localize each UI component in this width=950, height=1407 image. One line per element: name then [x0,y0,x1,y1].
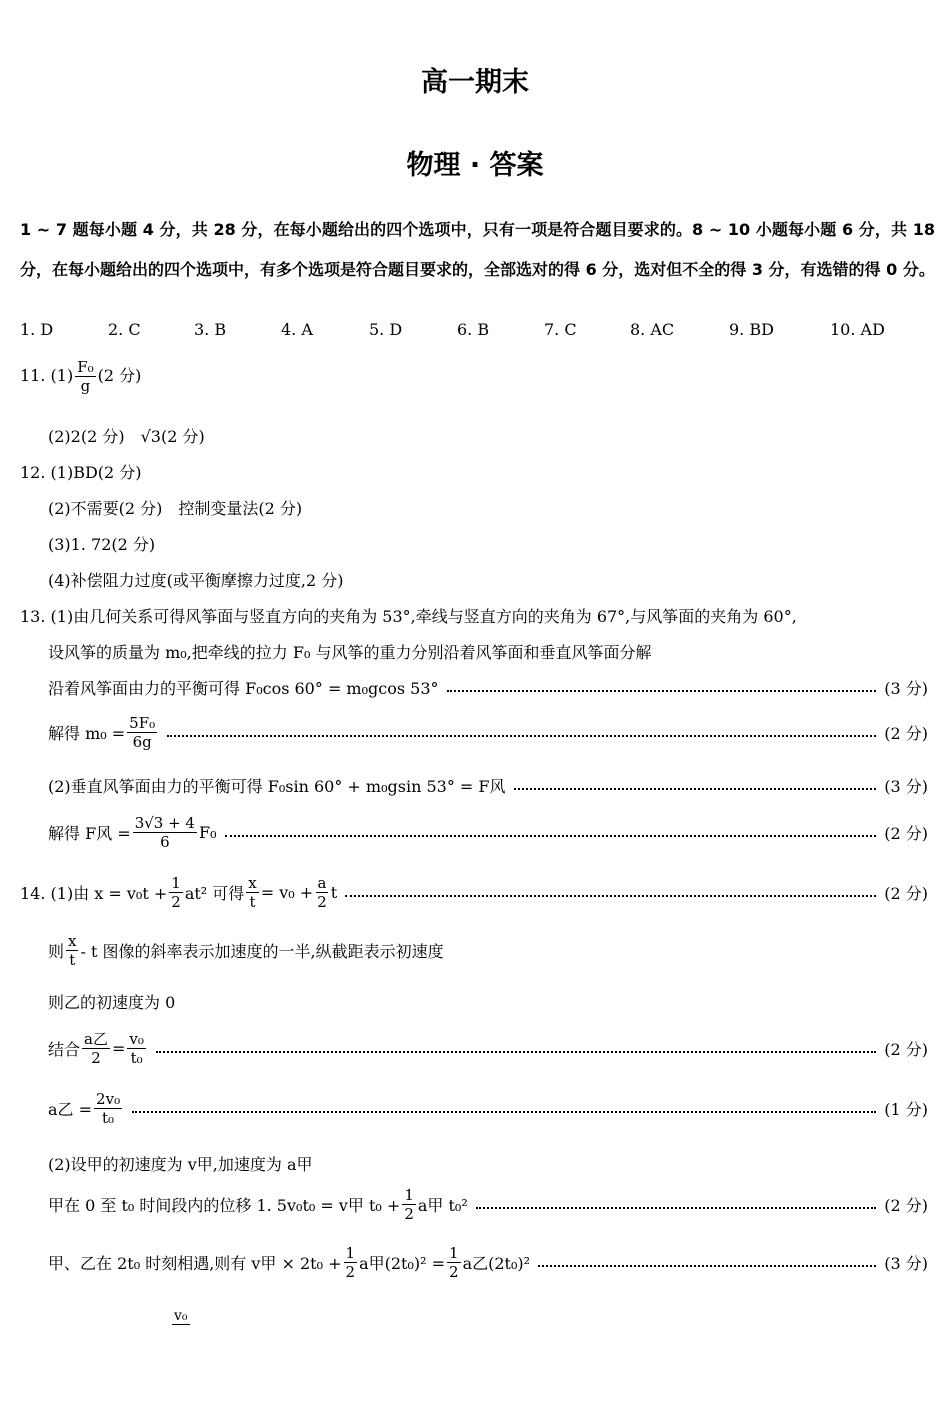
q11-part2: (2)2(2 分) √3(2 分) [48,427,205,446]
mc-answer: 6. B [457,320,490,339]
q14-line7: 甲在 0 至 t₀ 时间段内的位移 1. 5v₀t₀ = v甲 t₀ + $\frac{1}{2}$ a甲 t₀² (2 分) [48,1186,928,1223]
q12-part2: (2)不需要(2 分) 控制变量法(2 分) [48,499,303,518]
page-subtitle: 物理 · 答案 [406,150,544,181]
mc-answer: 10. AD [830,320,885,339]
q12-part1: 12. (1)BD(2 分) [20,463,142,482]
mc-answer: 1. D [20,320,54,339]
q13-line1: 13. (1)由几何关系可得风筝面与竖直方向的夹角为 53°,牵线与竖直方向的夹角为 67°,与风筝面的夹角为 60°, [20,607,797,626]
q14-line6: (2)设甲的初速度为 v甲,加速度为 a甲 [48,1155,313,1174]
q14-line5: a乙 = $\frac{\text{2v₀}}{\text{t₀}}$ (1 分) [48,1090,928,1127]
q14-line3: 则乙的初速度为 0 [48,993,176,1012]
q14-line1: 14. (1)由 x = v₀t + $\frac{1}{2}$ at² 可得 $\frac{x}{t}$ = v₀ + $\frac{a}{2}$ t (2 分) [20,874,928,911]
q13-line2: 设风筝的质量为 m₀,把牵线的拉力 F₀ 与风筝的重力分别沿着风筝面和垂直风筝面分解 [48,643,652,662]
mc-answer: 2. C [108,320,141,339]
mc-answer: 4. A [281,320,313,339]
mc-answer: 9. BD [729,320,774,339]
q12-part3: (3)1. 72(2 分) [48,535,156,554]
q14-tail: v₀ [174,1308,188,1324]
q14-line2: 则 $\frac{x}{t}$ - t 图像的斜率表示加速度的一半,纵截距表示初速度 [48,932,444,969]
page-title: 高一期末 [421,67,529,98]
mc-answer: 3. B [194,320,227,339]
fraction: $\frac{\text{F₀}}{g}$ [77,358,94,395]
mc-answer: 7. C [544,320,577,339]
q13-line4: 解得 m₀ = $\frac{\text{5F₀}}{6g}$ (2 分) [48,714,928,751]
q14-line8: 甲、乙在 2t₀ 时刻相遇,则有 v甲 × 2t₀ + $\frac{1}{2}$ a甲(2t₀)² = $\frac{1}{2}$ a乙(2t₀)² (3 分) [48,1244,928,1281]
q14-line4: 结合 $\frac{\text{a乙}}{2}$ = $\frac{\text{v₀}}{\text{t₀}}$ (2 分) [48,1030,928,1067]
mc-answer: 8. AC [630,320,675,339]
q12-part4: (4)补偿阻力过度(或平衡摩擦力过度,2 分) [48,571,344,590]
mc-answer: 5. D [369,320,403,339]
instructions: 1 ~ 7 题每小题 4 分，共 28 分，在每小题给出的四个选项中，只有一项是符合题目要求的。8 ~ 10 小题每小题 6 分，共 18 分，在每小题给出的四个选项中，有多个选项是符合题目要求的，全部选对的得 6 分，选对但不全的得 3 分，有选错的得 0 分。 [20,220,935,279]
q13-line3: 沿着风筝面由力的平衡可得 F₀cos 60° = m₀gcos 53° (3 分) [48,679,928,698]
q11-part1: 11. (1) $\frac{\text{F₀}}{g}$ (2 分) [20,358,142,395]
q13-line5: (2)垂直风筝面由力的平衡可得 F₀sin 60° + m₀gsin 53° = F风 (3 分) [48,777,928,796]
q13-line6: 解得 F风 = $\frac{3√3 + 4}{6}$ F₀ (2 分) [48,814,928,851]
